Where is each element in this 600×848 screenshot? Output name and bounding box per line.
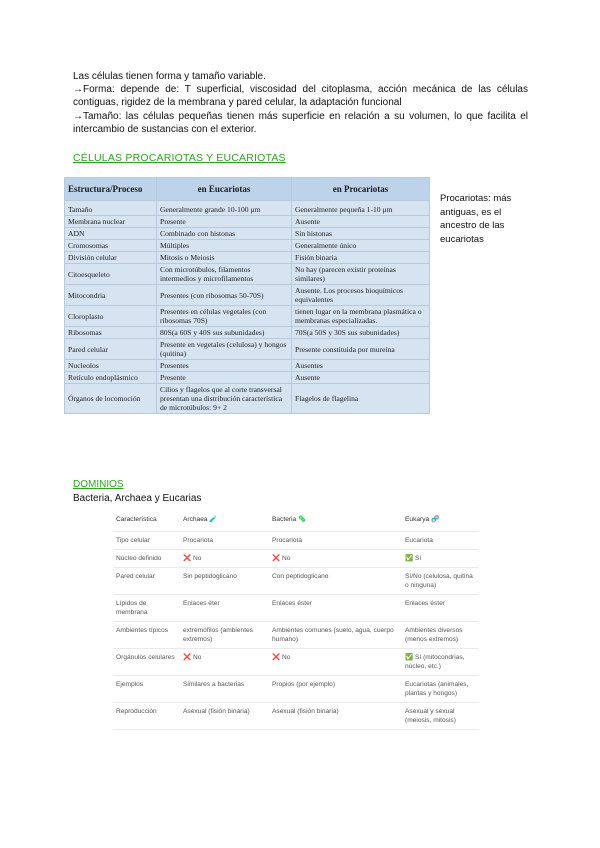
table-cell: ❌ No	[180, 550, 269, 568]
table-cell: Nucleolos	[65, 360, 157, 372]
table-cell: Presentes	[157, 360, 292, 372]
table-cell: Órganos de locomoción	[65, 384, 157, 414]
table-cell: Cromosomas	[65, 240, 157, 252]
table-cell: Pared celular	[113, 568, 180, 595]
table-header: en Eucariotas	[157, 178, 292, 201]
table-cell: Ausente	[292, 216, 430, 228]
table-row	[113, 568, 479, 595]
table-cell: 80S(a 60S y 40S sus subunidades)	[157, 327, 292, 339]
table-cell: Con microtúbulos, filamentos intermedios y microfilamentos	[157, 264, 292, 285]
table-header: Archaea 🧪	[180, 511, 269, 532]
table-cell: Presente	[157, 216, 292, 228]
table-cell: ❌ No	[269, 649, 402, 676]
table-row	[65, 216, 430, 228]
table-cell: Procariota	[269, 532, 402, 550]
table-cell: Propios (por ejemplo)	[269, 676, 402, 703]
table-cell: Tipo celular	[113, 532, 180, 550]
table-cell: Fisión binaria	[292, 252, 430, 264]
table-cell: Núcleo definido	[113, 550, 180, 568]
domains-table	[113, 511, 479, 730]
table-row	[65, 339, 430, 360]
table-cell: No hay (parecen existir proteínas similares)	[292, 264, 430, 285]
table-cell: Mitosis o Meiosis	[157, 252, 292, 264]
table-row	[65, 252, 430, 264]
table-cell: Ausente	[292, 372, 430, 384]
table-cell: Similares a bacterias	[180, 676, 269, 703]
table-row	[65, 372, 430, 384]
table-cell: Orgánulos celulares	[113, 649, 180, 676]
table-cell: Citoesqueleto	[65, 264, 157, 285]
table-row	[65, 384, 430, 414]
table-row	[113, 622, 479, 649]
table-cell: Eucariota	[402, 532, 479, 550]
table-cell: tienen lugar en la membrana plasmática o membranas especializadas.	[292, 306, 430, 327]
table-cell: Cilios y flagelos que al corte transversal presentan una distribución característica de microtúbulos: 9+ 2	[157, 384, 292, 414]
table-cell: Múltiples	[157, 240, 292, 252]
table-cell: Sin peptidoglicano	[180, 568, 269, 595]
table-cell: Ambientes típicos	[113, 622, 180, 649]
table-header: Eukarya 🧬	[402, 511, 479, 532]
table-cell: Sí/No (celulosa, quitina o ninguna)	[402, 568, 479, 595]
table-cell: Combinado con histonas	[157, 228, 292, 240]
table-cell: Enlaces éter	[180, 595, 269, 622]
table-cell: Asexual (fisión binaria)	[180, 703, 269, 730]
table-header-row	[113, 511, 479, 532]
table-cell: Cloroplasto	[65, 306, 157, 327]
table-row	[113, 649, 479, 676]
table-cell: Generalmente grande 10-100 μm	[157, 201, 292, 216]
table-cell: Tamaño	[65, 201, 157, 216]
table-cell: ❌ No	[269, 550, 402, 568]
table-cell: Asexual (fisión binaria)	[269, 703, 402, 730]
table-cell: Generalmente pequeña 1-10 μm	[292, 201, 430, 216]
table-row	[65, 360, 430, 372]
table-header: Bacteria 🦠	[269, 511, 402, 532]
intro-tamano: →Tamaño: las células pequeñas tienen más superficie en relación a su volumen, lo que facilita el intercambio de sustancias con el exterior.	[73, 110, 528, 135]
table-cell: Ausente. Los procesos bioquímicos equivalentes	[292, 285, 430, 306]
intro-line: Las células tienen forma y tamaño variable.	[73, 71, 266, 82]
table-cell: Ausentes	[292, 360, 430, 372]
table-cell: Presente en vegetales (celulosa) y hongos (quitina)	[157, 339, 292, 360]
table-row	[65, 264, 430, 285]
table-cell: Generalmente único	[292, 240, 430, 252]
table-row	[113, 532, 479, 550]
intro-forma: →Forma: depende de: T superficial, viscosidad del citoplasma, acción mecánica de las células contiguas, rigidez de la membrana y pared celular, la adaptación funcional	[73, 84, 528, 109]
table-cell: Ejemplos	[113, 676, 180, 703]
table-cell: 70S(a 50S y 30S sus subunidades)	[292, 327, 430, 339]
comparison-table	[64, 177, 430, 414]
domains-subtitle: Bacteria, Archaea y Eucarias	[73, 493, 202, 504]
table-row	[65, 306, 430, 327]
table-cell: Reproducción	[113, 703, 180, 730]
table-cell: Flagelos de flagelina	[292, 384, 430, 414]
table-cell: Pared celular	[65, 339, 157, 360]
table-row	[65, 285, 430, 306]
table-row	[65, 201, 430, 216]
table-header: Estructura/Proceso	[65, 178, 157, 201]
table-row	[65, 327, 430, 339]
table-row	[113, 550, 479, 568]
table-cell: Membrana nuclear	[65, 216, 157, 228]
table-cell: Ambientes comunes (suelo, agua, cuerpo humano)	[269, 622, 402, 649]
table-cell: Presentes en células vegetales (con ribosomas 70S)	[157, 306, 292, 327]
table-cell: extremófilos (ambientes extremos)	[180, 622, 269, 649]
table-row	[113, 703, 479, 730]
table-cell: ✅ Sí	[402, 550, 479, 568]
side-note: Procariotas: más antiguas, es el ancestro de las eucariotas	[440, 193, 512, 245]
table-cell: Enlaces éster	[402, 595, 479, 622]
table-cell: Asexual y sexual (meiosis, mitosis)	[402, 703, 479, 730]
table-cell: ✅ Sí (mitocondrias, núcleo, etc.)	[402, 649, 479, 676]
table-cell: Enlaces éster	[269, 595, 402, 622]
table-header: Característica	[113, 511, 180, 532]
table-cell: Ambientes diversos (menos extremos)	[402, 622, 479, 649]
section-title-procariotas-eucariotas: CÉLULAS PROCARIOTAS Y EUCARIOTAS	[73, 152, 286, 164]
table-cell: ❌ No	[180, 649, 269, 676]
table-cell: Presente	[157, 372, 292, 384]
table-row	[65, 240, 430, 252]
table-cell: ADN	[65, 228, 157, 240]
table-cell: Retículo endoplásmico	[65, 372, 157, 384]
table-row	[113, 595, 479, 622]
table-row	[113, 676, 479, 703]
table-cell: Presentes (con ribosomas 50-70S)	[157, 285, 292, 306]
table-cell: Ribosomas	[65, 327, 157, 339]
table-cell: Presente constituida por mureína	[292, 339, 430, 360]
table-cell: Eucariotas (animales, plantas y hongos)	[402, 676, 479, 703]
intro-text	[73, 70, 528, 136]
table-cell: Lípidos de membrana	[113, 595, 180, 622]
table-cell: División celular	[65, 252, 157, 264]
domains-title: DOMINIOS	[73, 479, 124, 490]
table-cell: Con peptidoglicano	[269, 568, 402, 595]
table-cell: Procariota	[180, 532, 269, 550]
table-cell: Mitocondria	[65, 285, 157, 306]
table-header: en Procariotas	[292, 178, 430, 201]
table-row	[65, 228, 430, 240]
table-cell: Sin histonas	[292, 228, 430, 240]
